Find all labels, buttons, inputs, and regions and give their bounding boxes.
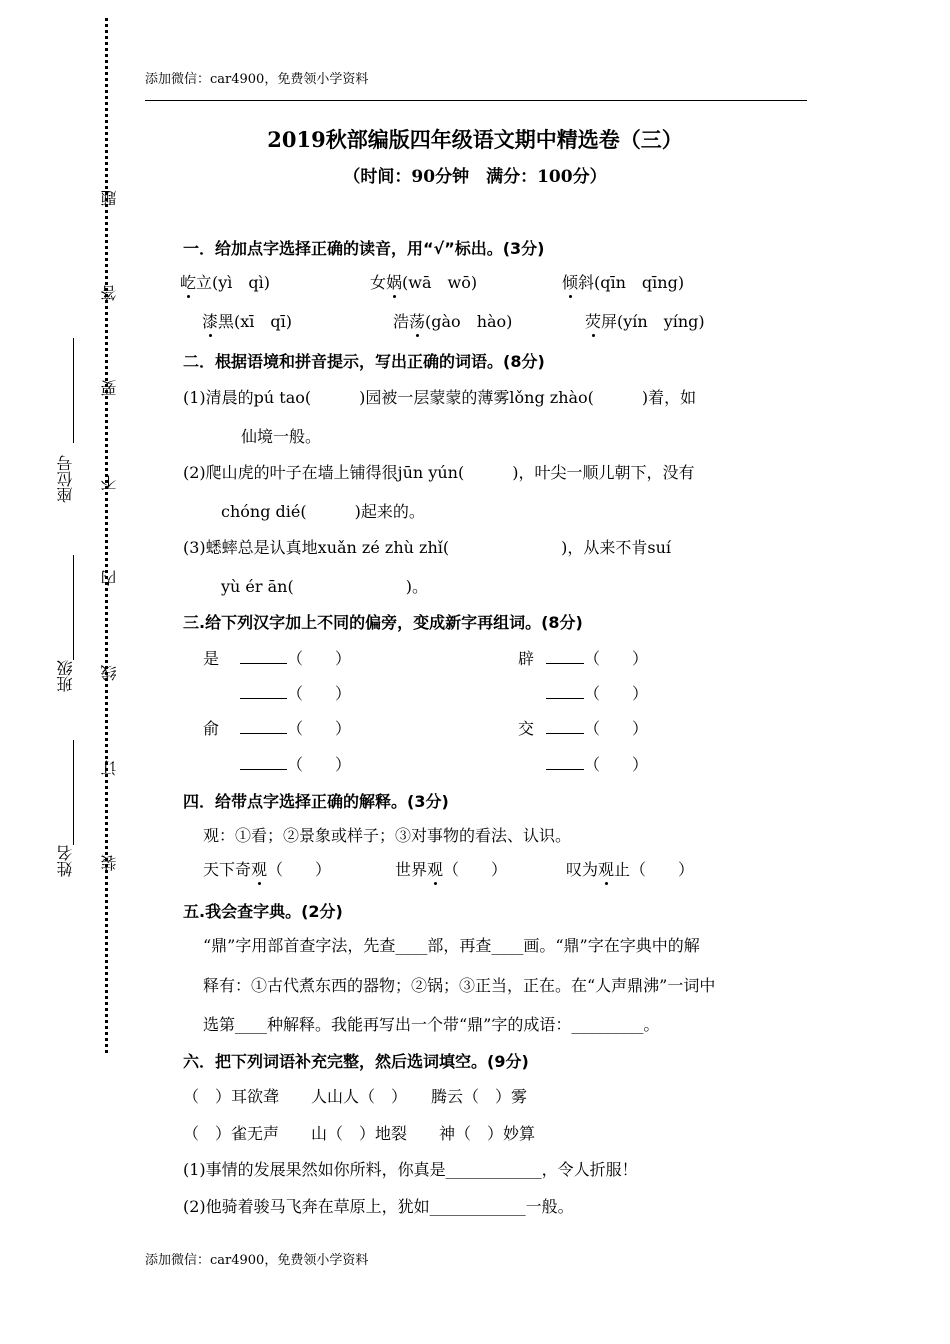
- s4-item-3-dotted-char: 观: [598, 860, 615, 879]
- class-label: 班级: [56, 660, 75, 692]
- s3-blank-2b[interactable]: （ ）: [546, 681, 648, 704]
- s1-item-6-dotted-char: 荧: [585, 312, 602, 331]
- s4-item-2-dotted-char: 观: [427, 860, 444, 879]
- s2-line-5: (3)蟋蟀总是认真地xuǎn zé zhù zhǐ( )，从来不肯suí: [183, 538, 672, 557]
- s4-definition: 观：①看；②景象或样子；③对事物的看法、认识。: [203, 826, 572, 845]
- s2-line-4: chóng dié( )起来的。: [221, 502, 425, 521]
- s1-item-5-pre: 浩: [393, 312, 410, 331]
- s1-item-5: [393, 309, 512, 332]
- s1-item-1-rest: 立(yì qì): [196, 273, 271, 292]
- section-4-heading: 四．给带点字选择正确的解释。(3分): [183, 792, 449, 811]
- binding-char-3: 要: [100, 380, 119, 396]
- section-6-heading: 六．把下列词语补充完整，然后选词填空。(9分): [183, 1052, 529, 1071]
- binding-char-4: 不: [100, 475, 119, 491]
- s1-item-1-dotted-char: 屹: [180, 273, 197, 292]
- binding-char-8: 装: [100, 855, 119, 871]
- s4-item-3-pre: 叹为: [566, 860, 599, 879]
- s1-item-3: [562, 270, 684, 293]
- s2-line-6: yù ér ān( )。: [221, 577, 428, 596]
- s1-item-1: [180, 270, 270, 293]
- binding-char-6: 线: [100, 665, 119, 681]
- s6-row-1: （ ）耳欲聋 人山人（ ） 腾云（ ）雾: [183, 1087, 528, 1106]
- header-text: 添加微信：car4900，免费领小学资料: [145, 72, 369, 87]
- s1-item-2: [370, 270, 477, 293]
- class-line[interactable]: [73, 555, 74, 660]
- s1-item-2-rest: (wā wō): [402, 273, 478, 292]
- s4-item-1-rest: （ ）: [267, 860, 332, 879]
- s1-item-5-rest: (gào hào): [425, 312, 513, 331]
- s3-blank-3a[interactable]: （ ）: [240, 716, 351, 739]
- seat-number-label: 座位号: [56, 455, 75, 503]
- s1-item-4-dotted-char: 漆: [202, 312, 219, 331]
- s3-blank-3b[interactable]: （ ）: [240, 752, 351, 775]
- s3-char-3: 俞: [203, 719, 220, 738]
- s5-line-2: 释有：①古代煮东西的器物；②锅；③正当，正在。在“人声鼎沸”一词中: [203, 976, 716, 995]
- s5-line-1: “鼎”字用部首查字法，先查____部，再查____画。“鼎”字在字典中的解: [203, 936, 700, 955]
- s1-item-4-rest: 黑(xī qī): [218, 312, 293, 331]
- s1-item-6: [585, 309, 705, 332]
- section-3-heading: 三.给下列汉字加上不同的偏旁，变成新字再组词。(8分): [183, 613, 583, 632]
- section-1-heading: 一．给加点字选择正确的读音，用“√”标出。(3分): [183, 239, 545, 258]
- s2-line-1: (1)清晨的pú tao( )园被一层蒙蒙的薄雾lǒng zhào( )着，如: [183, 388, 697, 407]
- s1-item-4: [202, 309, 292, 332]
- s4-item-2-rest: （ ）: [443, 860, 508, 879]
- s4-item-2-pre: 世界: [395, 860, 428, 879]
- footer-text: 添加微信：car4900，免费领小学资料: [145, 1253, 369, 1268]
- binding-char-5: 内: [100, 570, 119, 586]
- s3-blank-4a[interactable]: （ ）: [546, 716, 648, 739]
- section-5-heading: 五.我会查字典。(2分): [183, 902, 343, 921]
- name-label: 姓名: [56, 845, 75, 877]
- page-subtitle: （时间：90分钟 满分：100分）: [343, 167, 607, 187]
- s4-item-1-dotted-char: 观: [251, 860, 268, 879]
- name-line[interactable]: [73, 740, 74, 845]
- s6-row-2: （ ）雀无声 山（ ）地裂 神（ ）妙算: [183, 1124, 536, 1143]
- s1-item-5-dotted-char: 荡: [409, 312, 426, 331]
- s3-char-2: 辟: [518, 649, 535, 668]
- s3-blank-2a[interactable]: （ ）: [546, 646, 648, 669]
- s2-line-2: 仙境一般。: [241, 427, 322, 446]
- s1-item-2-pre: 女: [370, 273, 387, 292]
- s5-line-3: 选第____种解释。我能再写出一个带“鼎”字的成语：_________。: [203, 1015, 660, 1034]
- seat-number-line[interactable]: [73, 338, 74, 443]
- s4-item-3-rest: 止（ ）: [614, 860, 695, 879]
- s1-item-6-rest: 屏(yín yíng): [601, 312, 705, 331]
- s4-item-2: [395, 857, 507, 880]
- s3-char-4: 交: [518, 719, 535, 738]
- section-2-heading: 二．根据语境和拼音提示，写出正确的词语。(8分): [183, 352, 545, 371]
- s1-item-3-dotted-char: 倾: [562, 273, 579, 292]
- s4-item-1-pre: 天下奇: [203, 860, 252, 879]
- s3-blank-1a[interactable]: （ ）: [240, 646, 351, 669]
- s6-question-1: (1)事情的发展果然如你所料，你真是____________，令人折服！: [183, 1160, 638, 1179]
- binding-char-1: 题: [100, 190, 119, 206]
- s1-item-3-rest: 斜(qīn qīng): [578, 273, 685, 292]
- page-title: 2019秋部编版四年级语文期中精选卷（三）: [267, 127, 683, 152]
- s3-blank-4b[interactable]: （ ）: [546, 752, 648, 775]
- s4-item-3: [566, 857, 694, 880]
- s3-blank-1b[interactable]: （ ）: [240, 681, 351, 704]
- s3-char-1: 是: [203, 649, 220, 668]
- binding-char-2: 答: [100, 285, 119, 301]
- s4-item-1: [203, 857, 331, 880]
- s6-question-2: (2)他骑着骏马飞奔在草原上，犹如____________一般。: [183, 1197, 574, 1216]
- binding-char-7: 订: [100, 760, 119, 776]
- header-rule: [145, 100, 807, 101]
- s2-line-3: (2)爬山虎的叶子在墙上铺得很jūn yún( )，叶尖一顺儿朝下，没有: [183, 463, 695, 482]
- s1-item-2-dotted-char: 娲: [386, 273, 403, 292]
